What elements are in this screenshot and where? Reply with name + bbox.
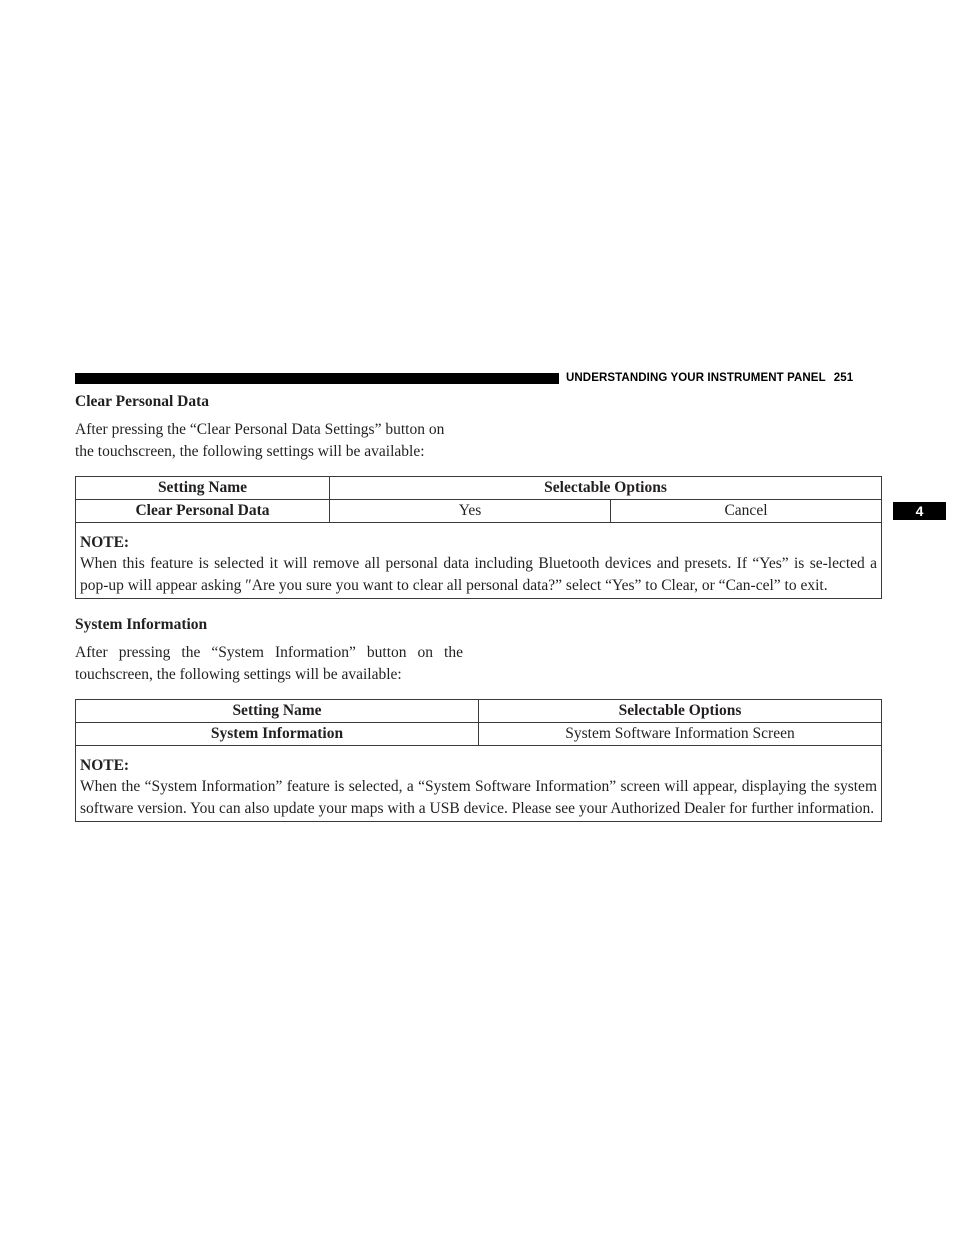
setting-name-cell: System Information <box>76 723 479 746</box>
header-rule <box>75 373 559 384</box>
system-information-heading: System Information <box>75 616 208 633</box>
column-header-setting-name: Setting Name <box>76 700 479 723</box>
note-row <box>76 523 882 599</box>
note-text: When the “System Information” feature is selected, a “System Software Information” screen will appear, displaying the system software version. You can also update your maps with a USB device. Please see your Authorized Dealer for further information. <box>80 778 877 817</box>
option-cancel-cell: Cancel <box>611 500 882 523</box>
chapter-tab: 4 <box>893 502 946 520</box>
note-row <box>76 746 882 822</box>
note-label: NOTE: <box>80 534 130 551</box>
system-information-intro: After pressing the “System Information” button on the touchscreen, the following settings will be available: <box>75 644 463 683</box>
header-title-text: UNDERSTANDING YOUR INSTRUMENT PANEL <box>566 372 826 384</box>
clear-personal-data-table <box>75 476 882 599</box>
column-header-setting-name: Setting Name <box>76 477 330 500</box>
note-cell <box>76 523 882 599</box>
column-header-selectable-options: Selectable Options <box>479 700 882 723</box>
option-cell: System Software Information Screen <box>479 723 882 746</box>
setting-name-cell: Clear Personal Data <box>76 500 330 523</box>
table-row <box>76 500 882 523</box>
clear-personal-data-intro: After pressing the “Clear Personal Data Settings” button on the touchscreen, the following settings will be available: <box>75 421 445 460</box>
page-number: 251 <box>833 372 854 384</box>
note-cell <box>76 746 882 822</box>
table-header-row <box>76 700 882 723</box>
note-text: When this feature is selected it will remove all personal data including Bluetooth devices and presets. If “Yes” is se-lected a pop-up will appear asking ″Are you sure you want to clear all personal data?” select “Yes” to Clear, or “Can-cel” to exit. <box>80 555 877 594</box>
system-information-table <box>75 699 882 822</box>
running-header <box>566 371 853 386</box>
table-header-row <box>76 477 882 500</box>
column-header-selectable-options: Selectable Options <box>330 477 882 500</box>
clear-personal-data-heading: Clear Personal Data <box>75 393 210 410</box>
note-label: NOTE: <box>80 757 130 774</box>
option-yes-cell: Yes <box>330 500 611 523</box>
table-row <box>76 723 882 746</box>
